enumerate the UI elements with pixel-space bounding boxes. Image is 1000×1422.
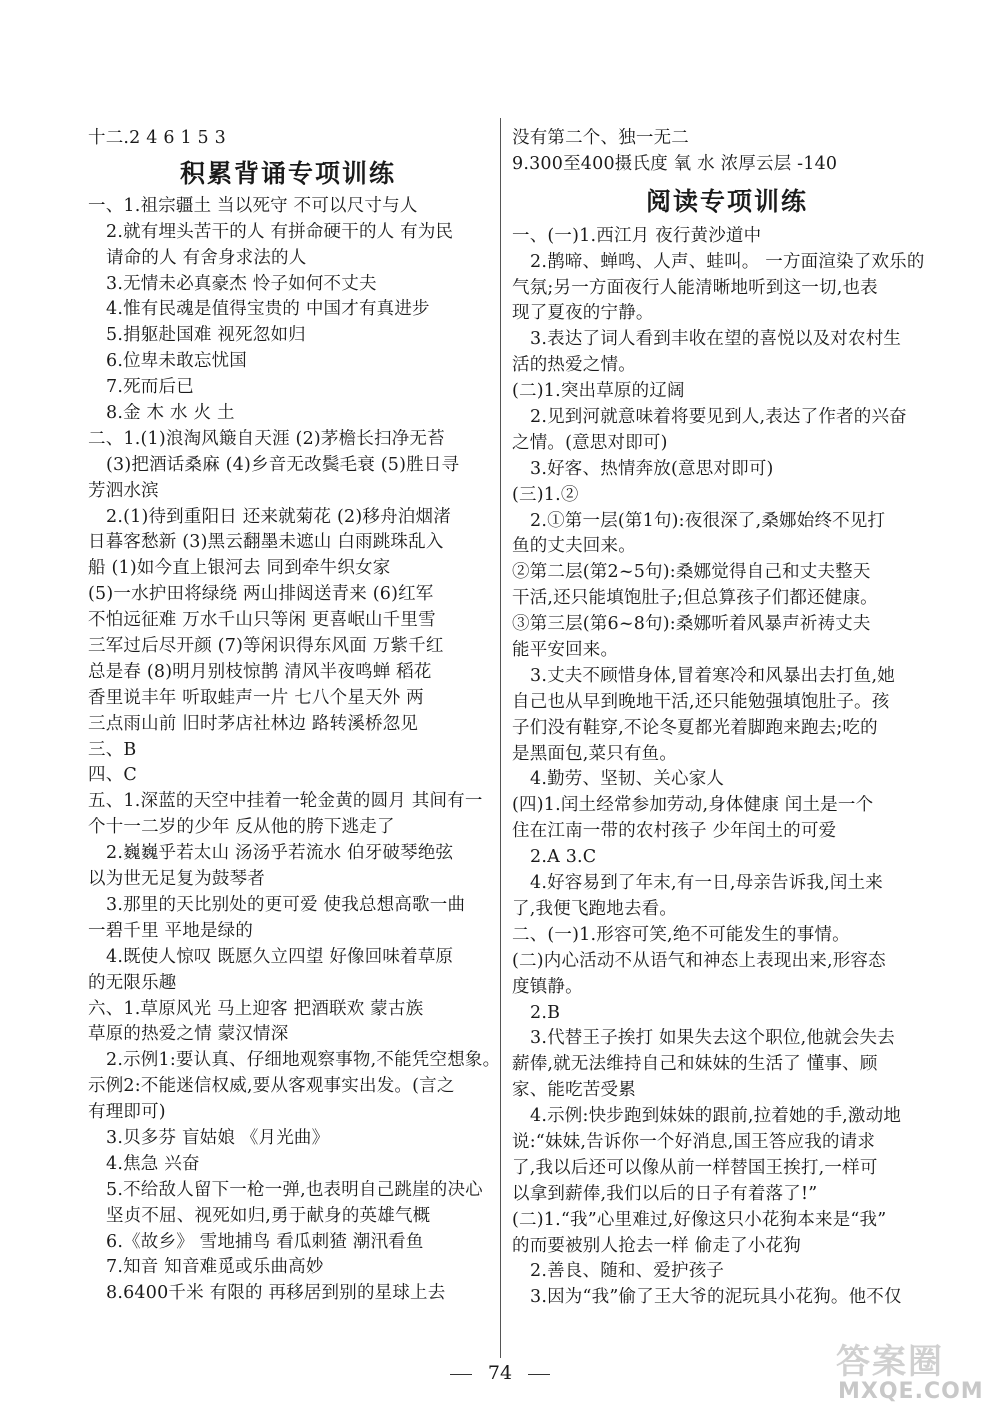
answer-line: 二、(一)1.形容可笑,绝不可能发生的事情。 [512, 924, 850, 945]
answer-line: (5)一水护田将绿绕 两山排闼送青来 (6)红军 [88, 584, 434, 605]
section-12-answer: 十二.2 4 6 1 5 3 [88, 128, 226, 148]
answer-line: 2.示例1:要认真、仔细地观察事物,不能凭空想象。 [106, 1050, 501, 1071]
answer-line: 香里说丰年 听取蛙声一片 七八个星天外 两 [88, 687, 424, 708]
answer-line: 有理即可) [88, 1102, 166, 1123]
watermark-logo-text: 答案圈 [836, 1342, 944, 1382]
answer-line: 2.B [530, 1002, 561, 1023]
answer-line: 3.那里的天比别处的更可爱 使我总想高歌一曲 [106, 894, 466, 915]
watermark-logo [818, 1334, 988, 1404]
answer-line: 子们没有鞋穿,不论冬夏都光着脚跑来跑去;吃的 [512, 717, 878, 738]
answer-line: 2.巍巍乎若太山 汤汤乎若流水 伯牙破琴绝弦 [106, 843, 454, 864]
answer-line: 4.勤劳、坚韧、关心家人 [530, 769, 725, 790]
answer-line: 之情。(意思对即可) [512, 432, 668, 453]
answer-line: 三点雨山前 旧时茅店社林边 路转溪桥忽见 [88, 713, 419, 734]
answer-line: 现了夏夜的宁静。 [512, 303, 654, 324]
answer-line: 没有第二个、独一无二 [512, 128, 689, 148]
answer-line: 示例2:不能迷信权威,要从客观事实出发。(言之 [88, 1076, 455, 1097]
answer-line: 6.位卑未敢忘忧国 [106, 351, 247, 372]
answer-line: 了,我便飞跑地去看。 [512, 898, 678, 919]
answer-line: 薪俸,就无法维持自己和妹妹的生活了 懂事、顾 [512, 1054, 878, 1075]
answer-line: 芳泗水滨 [88, 480, 159, 501]
footer-dash-left [450, 1374, 472, 1375]
section-title-accumulation: 积累背诵专项训练 [179, 158, 396, 188]
answer-line: 的而要被别人抢去一样 偷走了小花狗 [512, 1235, 801, 1256]
answer-line: 五、1.深蓝的天空中挂着一轮金黄的圆月 其间有一 [88, 791, 483, 812]
answer-line: 8.6400千米 有限的 再移居到别的星球上去 [106, 1283, 446, 1304]
answer-line: 活的热爱之情。 [512, 355, 636, 376]
answer-line: 3.贝多芬 盲姑娘 《月光曲》 [106, 1127, 330, 1148]
answer-line: 2.①第一层(第1句):夜很深了,桑娜始终不见打 [530, 510, 886, 531]
answer-line: ②第二层(第2~5句):桑娜觉得自己和丈夫整天 [512, 562, 871, 583]
answer-line: 2.鹊啼、蝉鸣、人声、蛙叫。 一方面渲染了欢乐的 [530, 251, 925, 272]
right-answer-lines [512, 224, 942, 1311]
page-number: 74 [487, 1362, 513, 1384]
answer-line: 六、1.草原风光 马上迎客 把酒联欢 蒙古族 [88, 998, 424, 1019]
answer-line: (二)内心活动不从语气和神态上表现出来,形容态 [512, 950, 886, 971]
answer-line: 三、B [88, 739, 137, 760]
answer-line: 自己也从早到晚地干活,还只能勉强填饱肚子。孩 [512, 691, 890, 712]
section-title-reading: 阅读专项训练 [645, 186, 808, 216]
answer-line: (3)把酒话桑麻 (4)乡音无改鬓毛衰 (5)胜日寻 [106, 454, 460, 475]
answer-line: 7.知音 知音难觅或乐曲高妙 [106, 1257, 324, 1278]
answer-line: 住在江南一带的农村孩子 少年闰土的可爱 [512, 821, 837, 842]
answer-line: 9.300至400摄氏度 氧 水 浓厚云层 -140 [512, 153, 838, 174]
answer-line: 一、1.祖宗疆土 当以死守 不可以尺寸与人 [88, 195, 418, 216]
answer-line: 3.好客、热情奔放(意思对即可) [530, 458, 774, 479]
answer-line: 了,我以后还可以像从前一样替国王挨打,一样可 [512, 1157, 878, 1178]
right-column [512, 126, 942, 1311]
column-divider [500, 118, 501, 1358]
answer-line: 3.表达了词人看到丰收在望的喜悦以及对农村生 [530, 329, 902, 350]
answer-line: 2.善良、随和、爱护孩子 [530, 1261, 725, 1282]
answer-line: 能平安回来。 [512, 640, 619, 661]
answer-line: 不怕远征难 万水千山只等闲 更喜岷山千里雪 [88, 610, 436, 631]
answer-line: ③第三层(第6~8句):桑娜听着风暴声祈祷丈夫 [512, 614, 871, 635]
answer-line: 四、C [88, 765, 137, 786]
answer-line: (二)1.“我”心里难过,好像这只小花狗本来是“我” [512, 1209, 887, 1230]
answer-line: 船 (1)如今直上银河去 同到牵牛织女家 [88, 558, 391, 579]
answer-line: 一碧千里 平地是绿的 [88, 920, 254, 941]
answer-line: 三军过后尽开颜 (7)等闲识得东风面 万紫千红 [88, 636, 444, 657]
answer-line: 总是春 (8)明月别枝惊鹊 清风半夜鸣蝉 稻花 [88, 661, 432, 682]
answer-line: 2.A 3.C [530, 847, 597, 868]
answer-line: 干活,还只能填饱肚子;但总算孩子们都还健康。 [512, 588, 878, 609]
answer-line: (三)1.② [512, 484, 579, 505]
footer-dash-right [528, 1374, 550, 1375]
answer-line: 4.好容易到了年末,有一日,母亲告诉我,闰土来 [530, 873, 883, 894]
watermark-url: MXQE.COM [838, 1379, 984, 1404]
answer-line: 个十一二岁的少年 反从他的胯下逃走了 [88, 817, 395, 838]
answer-line: 4.惟有民魂是值得宝贵的 中国才有真进步 [106, 299, 430, 320]
answer-line: 日暮客愁新 (3)黑云翻墨未遮山 白雨跳珠乱入 [88, 532, 444, 553]
answer-line: 4.示例:快步跑到妹妹的跟前,拉着她的手,激动地 [530, 1106, 902, 1127]
right-continued-lines [512, 126, 942, 178]
answer-line: 二、1.(1)浪淘风簸自天涯 (2)茅檐长扫净无苔 [88, 428, 445, 449]
answer-line: 2.就有埋头苦干的人 有拼命硬干的人 有为民 [106, 221, 454, 242]
answer-line: 7.死而后已 [106, 377, 194, 398]
answer-line: 请命的人 有舍身求法的人 [106, 247, 307, 268]
answer-line: (四)1.闰土经常参加劳动,身体健康 闰土是一个 [512, 795, 874, 816]
answer-line: 以拿到薪俸,我们以后的日子有着落了!” [512, 1183, 818, 1204]
answer-line: 度镇静。 [512, 976, 583, 997]
answer-line: 鱼的丈夫回来。 [512, 536, 636, 557]
answer-line: 3.代替王子挨打 如果失去这个职位,他就会失去 [530, 1028, 895, 1049]
answer-line: 4.既使人惊叹 既愿久立四望 好像回味着草原 [106, 946, 454, 967]
answer-line: 坚贞不屈、视死如归,勇于献身的英雄气概 [106, 1205, 431, 1226]
answer-line: 2.(1)待到重阳日 还来就菊花 (2)移舟泊烟渚 [106, 506, 451, 527]
left-answer-lines [88, 194, 501, 1307]
answer-line: 3.丈夫不顾惜身体,冒着寒冷和风暴出去打鱼,她 [530, 665, 895, 686]
left-column [88, 126, 501, 1307]
answer-line: 的无限乐趣 [88, 972, 177, 993]
answer-line: 3.因为“我”偷了王大爷的泥玩具小花狗。他不仅 [530, 1287, 902, 1308]
answer-line: 3.无情未必真豪杰 怜子如何不丈夫 [106, 273, 377, 294]
answer-line: 4.焦急 兴奋 [106, 1153, 200, 1174]
answer-line: 是黑面包,菜只有鱼。 [512, 743, 678, 764]
answer-line: 6.《故乡》 雪地捕鸟 看瓜刺猹 潮汛看鱼 [106, 1231, 424, 1252]
answer-line: (二)1.突出草原的辽阔 [512, 381, 685, 402]
answer-line: 2.见到河就意味着将要见到人,表达了作者的兴奋 [530, 407, 907, 428]
answer-line: 5.捐躯赴国难 视死忽如归 [106, 325, 306, 346]
answer-line: 一、(一)1.西江月 夜行黄沙道中 [512, 225, 762, 246]
answer-line: 草原的热爱之情 蒙汉情深 [88, 1024, 289, 1045]
answer-line: 说:“妹妹,告诉你一个好消息,国王答应我的请求 [512, 1131, 876, 1152]
answer-line: 气氛;另一方面夜行人能清晰地听到这一切,也表 [512, 277, 878, 298]
answer-line: 8.金 木 水 火 土 [106, 403, 235, 424]
answer-line: 以为世无足复为鼓琴者 [88, 869, 265, 890]
answer-line: 家、能吃苦受累 [512, 1080, 636, 1101]
answer-line: 5.不给敌人留下一枪一弹,也表明自己跳崖的决心 [106, 1179, 483, 1200]
